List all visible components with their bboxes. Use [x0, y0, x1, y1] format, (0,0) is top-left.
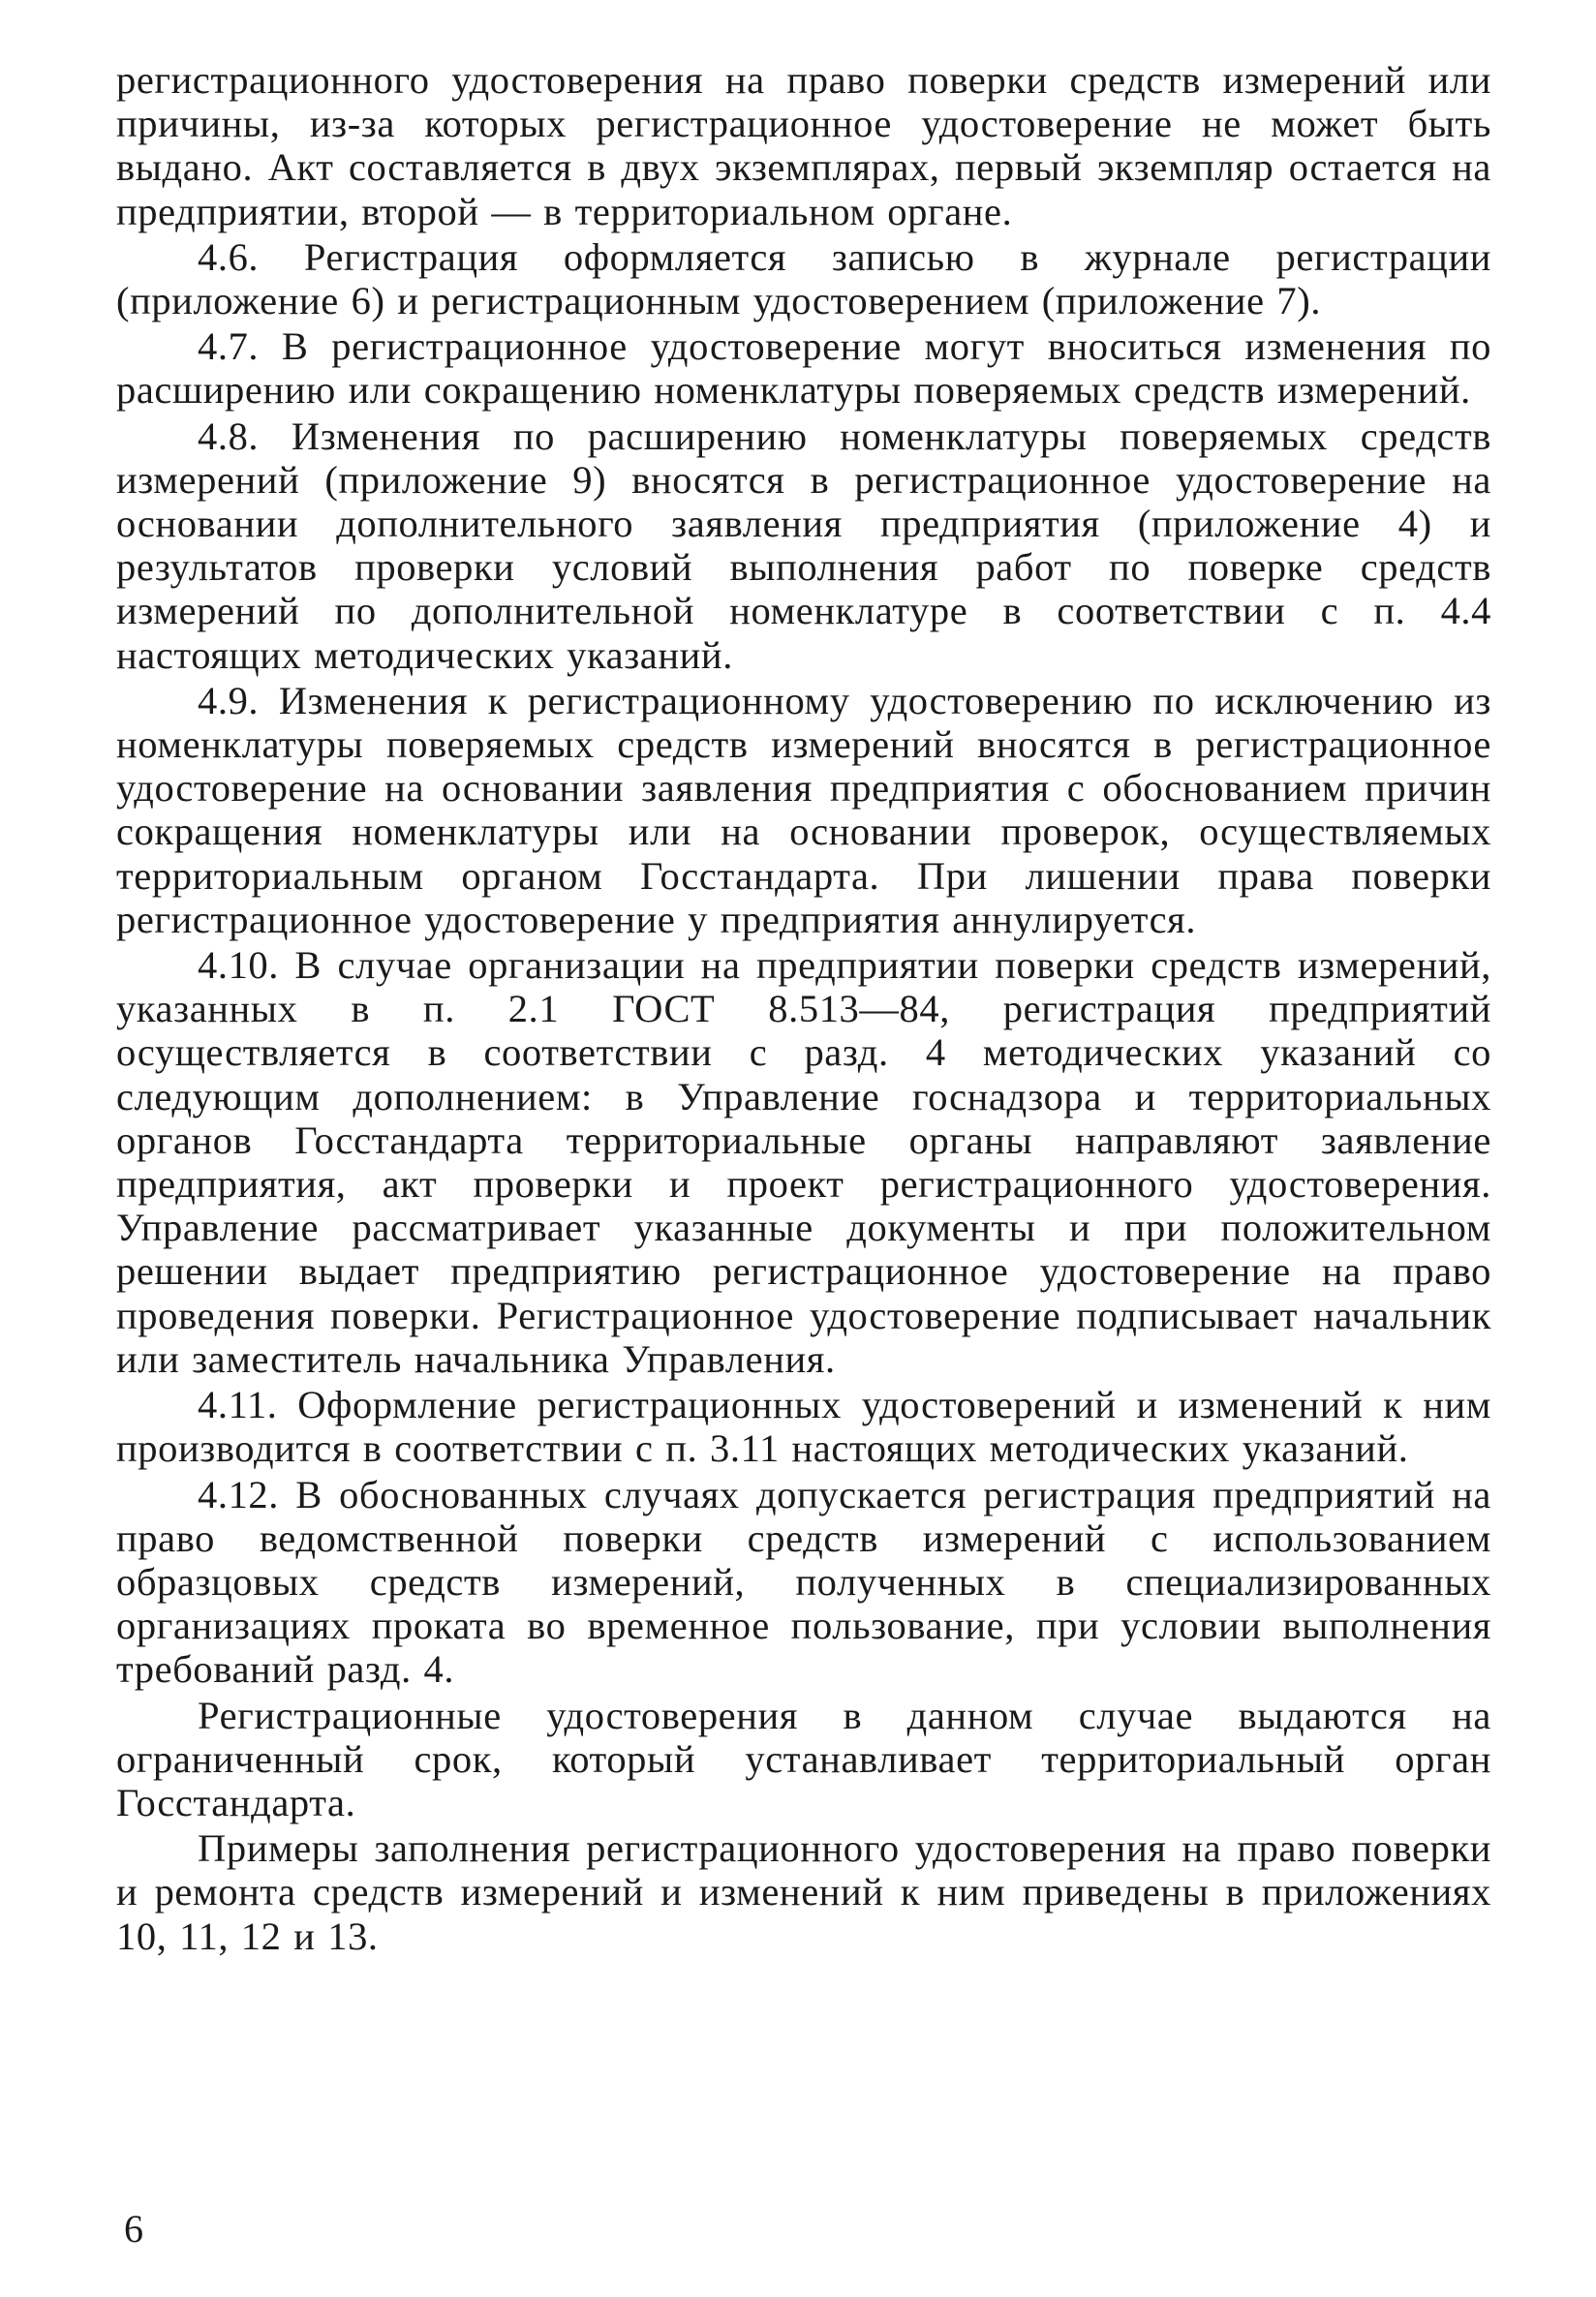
paragraph-examples: Примеры заполнения регистрационного удостоверения на право поверки и ремонта средств измерений и изменений к ним приведены в приложениях 10, 11, 12 и 13. [116, 1826, 1491, 1958]
paragraph-4-6: 4.6. Регистрация оформляется записью в журнале регистрации (приложение 6) и регистрационным удостоверением (приложение 7). [116, 234, 1491, 323]
paragraph-4-11: 4.11. Оформление регистрационных удостоверений и изменений к ним производится в соответствии с п. 3.11 настоящих методических указаний. [116, 1383, 1491, 1471]
document-page [116, 58, 1491, 1958]
paragraph-continuation: регистрационного удостоверения на право поверки средств измерений или причины, из-за которых регистрационное удостоверение не может быть выдано. Акт составляется в двух экземплярах, первый экземпляр остается на предприятии, второй — в территориальном органе. [116, 58, 1491, 233]
paragraph-4-10: 4.10. В случае организации на предприятии поверки средств измерений, указанных в п. 2.1 ГОСТ 8.513—84, регистрация предприятий осуществляется в соответствии с разд. 4 методических указаний со следующим дополнением: в Управление госнадзора и территориальных органов Госстандарта территориальные органы направляют заявление предприятия, акт проверки и проект регистрационного удостоверения. Управление рассматривает указанные документы и при положительном решении выдает предприятию регистрационное удостоверение на право проведения поверки. Регистрационное удостоверение подписывает начальник или заместитель начальника Управления. [116, 943, 1491, 1381]
paragraph-4-12: 4.12. В обоснованных случаях допускается регистрация предприятий на право ведомственной поверки средств измерений с использованием образцовых средств измерений, полученных в специализированных организациях проката во временное пользование, при условии выполнения требований разд. 4. [116, 1472, 1491, 1692]
paragraph-4-9: 4.9. Изменения к регистрационному удостоверению по исключению из номенклатуры поверяемых средств измерений вносятся в регистрационное удостоверение на основании заявления предприятия с обоснованием причин сокращения номенклатуры или на основании проверок, осуществляемых территориальным органом Госстандарта. При лишении права поверки регистрационное удостоверение у предприятия аннулируется. [116, 678, 1491, 941]
page-number: 6 [124, 2207, 143, 2251]
paragraph-4-8: 4.8. Изменения по расширению номенклатуры поверяемых средств измерений (приложение 9) вносятся в регистрационное удостоверение на основании дополнительного заявления предприятия (приложение 4) и результатов проверки условий выполнения работ по поверке средств измерений по дополнительной номенклатуре в соответствии с п. 4.4 настоящих методических указаний. [116, 413, 1491, 677]
paragraph-limited-term: Регистрационные удостоверения в данном случае выдаются на ограниченный срок, который устанавливает территориальный орган Госстандарта. [116, 1693, 1491, 1824]
paragraph-4-7: 4.7. В регистрационное удостоверение могут вноситься изменения по расширению или сокращению номенклатуры поверяемых средств измерений. [116, 324, 1491, 413]
